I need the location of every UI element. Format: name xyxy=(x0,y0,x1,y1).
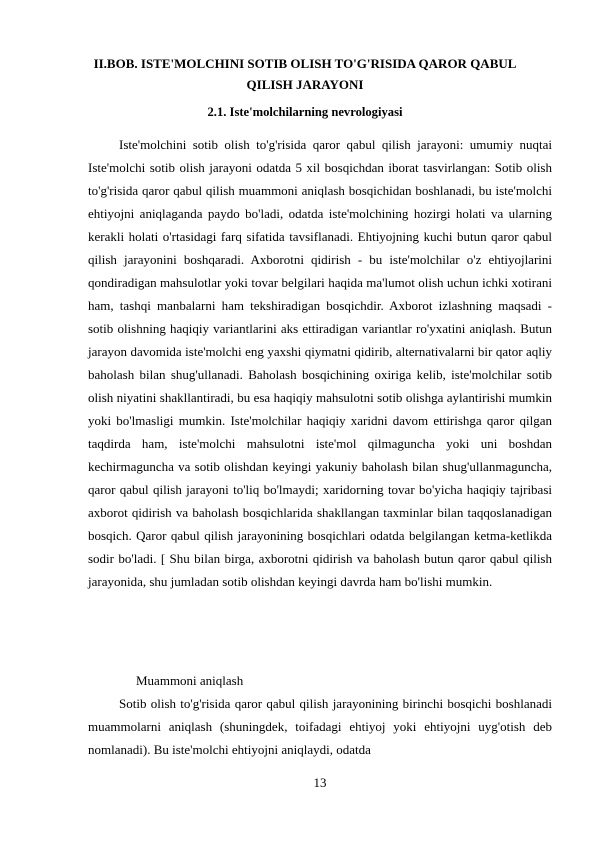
page-number: 13 xyxy=(313,775,327,790)
subsection-label: Muammoni aniqlash xyxy=(136,673,244,688)
chapter-heading-line-1: II.BOB. ISTE'MOLCHINI SOTIB OLISH TO'G'RISIDA QAROR QABUL xyxy=(93,56,517,71)
section-subheading: 2.1. Iste'molchilarning nevrologiyasi xyxy=(207,105,403,119)
chapter-heading-line-2: QILISH JARAYONI xyxy=(246,77,364,92)
body-paragraph-2: Sotib olish to'g'risida qaror qabul qilish jarayonining birinchi bosqichi boshlanadi muammolarni aniqlash (shuningdek, toifadagi ehtiyoj yoki ehtiyojni uyg'otish deb nomlanadi). Bu iste'molchi ehtiyojni aniqlaydi, odatda xyxy=(88,696,552,757)
body-paragraph-1: Iste'molchini sotib olish to'g'risida qaror qabul qilish jarayoni: umumiy nuqtai Iste'molchi sotib olish jarayoni odatda 5 xil bosqichdan iborat tasvirlangan: Sotib olish to'g'risida qaror qabul qilish muammoni aniqlash bosqichidan boshlanadi, bu iste'molchi ehtiyojni aniqlaganda paydo bo'ladi, odatda iste'molchining hozirgi holati va ularning kerakli holati o'rtasidagi farq sifatida tavsiflanadi. Ehtiyojning kuchi butun qaror qabul qilish jarayonini boshqaradi. Axborotni qidirish - bu iste'molchilar o'z ehtiyojlarini qondiradigan mahsulotlar yoki tovar belgilari haqida ma'lumot olish uchun ichki xotirani ham, tashqi manbalarni ham tekshiradigan bosqichdir. Axborot izlashning maqsadi - sotib olishning haqiqiy variantlarini aks ettiradigan variantlar ro'yxatini aniqlash. Butun jarayon davomida iste'molchi eng yaxshi qiymatni qidirib, alternativalarni bir qator aqliy baholash bilan shug'ullanadi. Baholash bosqichining oxiriga kelib, iste'molchilar sotib olish niyatini shakllantiradi, bu esa haqiqiy mahsulotni sotib olishga aylantirishi mumkin yoki bo'lmasligi mumkin. Iste'molchilar haqiqiy xaridni davom ettirishga qaror qilgan taqdirda ham, iste'molchi mahsulotni iste'mol qilmaguncha yoki uni boshdan kechirmaguncha va sotib olishdan keyingi yakuniy baholash bilan shug'ullanmaguncha, qaror qabul qilish jarayoni to'liq bo'lmaydi; xaridorning tovar bo'yicha haqiqiy tajribasi axborot qidirish va baholash bosqichlarida shakllangan taxminlar bilan taqqoslanadigan bosqich. Qaror qabul qilish jarayonining bosqichlari odatda belgilangan ketma-ketlikda sodir bo'ladi. [ Shu bilan birga, axborotni qidirish va baholash butun qaror qabul qilish jarayonida, shu jumladan sotib olishdan keyingi davrda ham bo'lishi mumkin. xyxy=(88,137,552,589)
